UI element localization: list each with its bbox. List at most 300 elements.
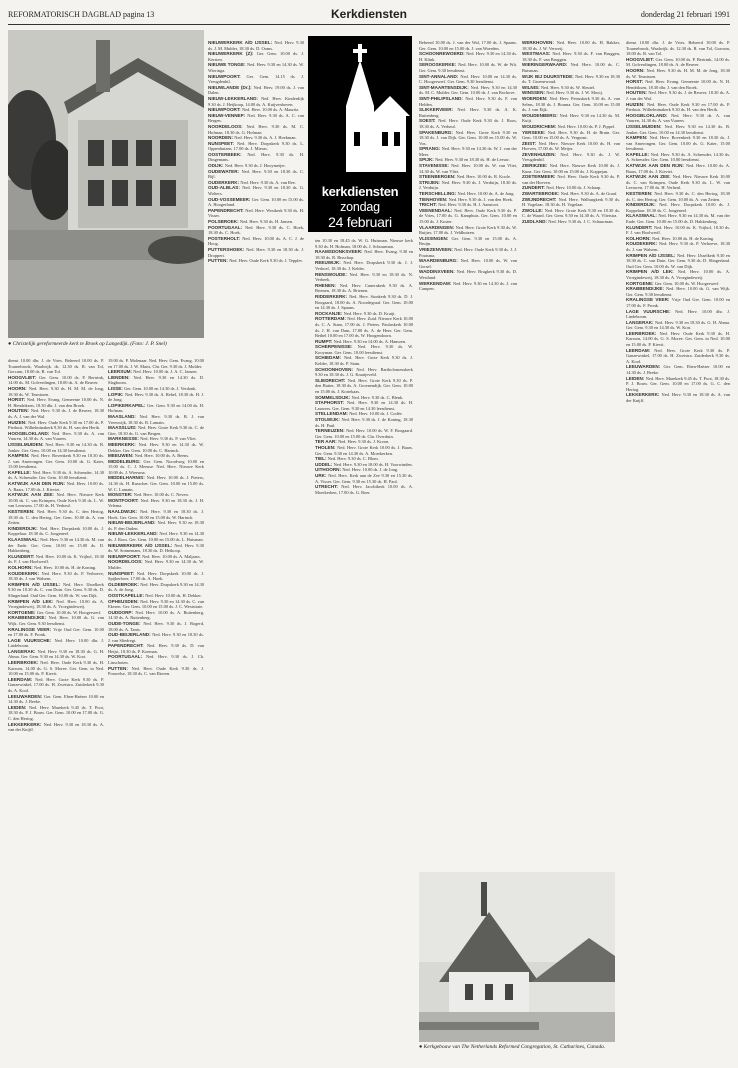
service-times: Ned. Herv. Dorpskerk 9.30 ds. L. Oppenhuizen, 17.00 ds. J. Mieras.	[208, 140, 304, 152]
service-times: Ned. Herv. Bovenkerk 9.30 en 18.30 ds. J. van Amerongen. Ger. Gem. 10.00 ds. G. Kater, 15.00 leesdienst.	[8, 453, 104, 470]
service-times: Ned. Herv. Oude Kerk 9.30 ds. P. van der Hoeven.	[522, 174, 620, 185]
issue-date: donderdag 21 februari 1991	[640, 10, 730, 19]
service-times: Ned. Herv. 10.00 ds. W. van Vliet, 14.30 ds. W. van Vliet.	[419, 163, 517, 174]
service-times: Ned. Herv. 9.30 ds. J. W. Vreugdenhil.	[522, 151, 620, 163]
service-times: Ned. Herv. Grote Kerk 10.00 ds. J. Baars. Ger. Gem. 9.30 en 14.30 ds. A. Moerkerken.	[315, 444, 413, 456]
photo-caption-broek: ● Christelijk gereformeerde kerk te Broek op Langedijk. (Foto: J. P. Snel)	[8, 341, 167, 347]
church-listing	[8, 420, 104, 431]
service-times: Ned. Herv. 9.30 en 14.30 ds. M. Kuijt.	[522, 112, 620, 124]
service-times: Ned. Herv. 10.00 ds. J. Codée.	[349, 411, 403, 417]
service-times: Ned. Herv. 9.30 en 14.30 ds. W. J. van der Meer.	[419, 146, 517, 157]
service-times: Ned. Herv. 9.30 ds. J. M. Mulder, 18.30 ds. D. Ooms.	[208, 40, 304, 51]
church-listing	[315, 378, 413, 395]
place-name: KRALINGSE VEER:	[8, 626, 54, 632]
service-times: dienst 10.00 dhr. J. de Vries. Beheerd 10.00 ds. P. Tournebrook, Waalwijk. ds. 12.30 ds. R. van Tol, Gorcum, 18.00 ds. R. van Tol.	[626, 40, 730, 57]
place-name: HOUTEN:	[8, 408, 31, 414]
place-name: VLISSINGEN:	[419, 235, 452, 241]
service-times: Ned. Herv. 9.30 en 18.30 ds. J. Droppert.	[208, 246, 304, 258]
church-listing	[626, 225, 730, 236]
place-name: KESTEREN:	[8, 509, 37, 515]
place-name: NUNSPEET:	[108, 570, 137, 576]
church-listing	[8, 537, 104, 554]
listing-column-3	[208, 40, 304, 1058]
service-times: Ned. Herv. Oude Kerk 9.30 ds. J. Roos, 18.30 ds. A. Verheul.	[419, 118, 517, 129]
service-times: Ned. Herv. Oude Kerk 9.30 ds. H. Karssen, 14.00 ds. G. S. Moree. Ger. Gem. in Ned. 10.00 en 15.00 ds. P. Kievit.	[626, 330, 730, 348]
place-name: KOLHORN:	[626, 235, 653, 241]
church-listing	[315, 445, 413, 456]
church-listing	[522, 141, 620, 152]
church-listing	[108, 498, 204, 509]
service-times: Ned. Herv. 9.30 en 14.30 ds. J. van Campen.	[419, 280, 517, 292]
church-listing	[626, 241, 730, 252]
church-listing	[626, 102, 730, 113]
place-name: YERSEKE:	[522, 129, 548, 135]
place-name: NIEUWPOORT:	[208, 107, 242, 113]
place-name: KLUNDERT:	[8, 553, 36, 559]
place-name: WERKHOVEN:	[522, 40, 557, 45]
service-times: Ned. Herv. 9.30 ds. A. van Ree.	[240, 179, 296, 185]
place-name: LEKKERKERK:	[626, 392, 662, 398]
service-times: Ned. Herv. 9.30 en 14.30 ds. M. C. Mulder. Ger. Gem. 10.00 ds. J. van Bochove.	[419, 84, 517, 96]
listing-column-1	[8, 358, 104, 1058]
place-name: HOORN:	[626, 67, 647, 73]
church-listing	[419, 118, 517, 129]
service-times: Ned. Herv. Bovenkerk 9.30 en 18.30 ds. J. van Amerongen. Ger. Gem. 10.00 ds. G. Kater, 15.00 leesdienst.	[626, 135, 730, 152]
place-name: KATWIJK AAN DEN RIJN:	[626, 163, 686, 169]
church-listing	[419, 85, 517, 96]
place-name: HOOGVLIET:	[8, 374, 40, 380]
place-name: NOORDELOOS:	[208, 123, 247, 129]
place-name: MIDDELBURG:	[108, 458, 144, 464]
place-name: WIJK BIJ DUURSTEDE:	[522, 73, 576, 79]
place-name: NOORDELOOS:	[108, 559, 145, 565]
church-listing	[419, 208, 517, 225]
church-listing	[626, 392, 730, 403]
place-name: KAPELLE:	[8, 469, 33, 475]
service-times: Ned. Herv. Evang. Gemeente 10.00 ds. N. H. Hendriksen, 18.30 dhr. J. van den Broek.	[8, 397, 104, 408]
place-name: OUDE-TONGE:	[108, 620, 144, 626]
place-name: WAARDENBURG:	[419, 258, 461, 264]
service-times: Ger. Gem. 14.15 ds. J. Vreugdenhil.	[208, 73, 304, 85]
service-times: Ned. Herv. 10.00 ds. H. de Koning.	[652, 235, 715, 241]
service-times: Ned. Herv. 9.30 ds. W. Sonnemans, 18.30 ds. D. Heikoop.	[108, 542, 204, 554]
place-name: PAPENDRECHT:	[108, 643, 147, 649]
place-name: REEUWIJK:	[315, 260, 344, 266]
service-times: Ned. Herv. 10.00 ds. A. Vroegindeweij, 18.30 ds. A. Vroegindeweij.	[8, 598, 104, 610]
church-listing	[208, 236, 304, 247]
service-times: Ned. Herv. Petruskerk 9.30 ds. A. van Selms, 18.30 ds. J. Bouma. Ger. Gem. 10.00 en 15.00 ds. J. van Eijk.	[522, 95, 620, 113]
place-name: ROTTERDAM:	[315, 316, 348, 322]
place-name: KORTGENE:	[626, 280, 655, 286]
place-name: NIEUWERKERK A/D IJSSEL:	[208, 40, 275, 45]
church-listing	[208, 124, 304, 135]
church-photo-st-catharines	[419, 872, 615, 1042]
service-times: Ned. Herv. 9.30 en 14.30 ds. M. van der Ende. Ger. Gem. 10.00 en 15.00 ds. D. Hakkenberg.	[8, 537, 104, 554]
church-listing	[108, 425, 204, 436]
service-times: Ned. Herv. 10.00 ds. G. van Wijk. Ger. Gem. 9.30 leesdienst.	[8, 615, 104, 626]
place-name: MARKNESSE:	[108, 436, 141, 442]
church-listing	[626, 68, 730, 79]
church-listing	[315, 260, 413, 271]
place-name: SINT-PHILIPSLAND:	[419, 95, 466, 101]
service-times: Ned. Herv. 10.00 ds. A. Baars, 17.00 ds. J. Kieviet.	[626, 163, 730, 174]
place-name: ZEVENHUIZEN:	[522, 151, 561, 157]
church-listing	[626, 57, 730, 68]
service-times: Ned. Herv. 10.00 en 14.30 ds. C. Hoogerwerf. Ger. Gem. 9.30 leesdienst.	[419, 73, 517, 85]
service-times: Ned. Herv. Oude Kerk 9.30 ds. J. J. Poutsma.	[419, 246, 517, 258]
service-times: Ger. Gem. 10.00 en 14.30 ds. J. Verdonk.	[124, 385, 197, 391]
place-name: ZIERIKZEE:	[522, 163, 550, 169]
place-name: NIEUWERKERK A/D IJSSEL:	[108, 542, 175, 548]
place-name: WERKENDAM:	[419, 280, 454, 286]
service-times: Ned. Herv. 9.30 en 14.30 ds. C. van Ekeren. Ger. Gem. 10.00 en 15.00 ds. J. C. Weststrate.	[108, 598, 204, 610]
place-name: VRIEZENVEEN:	[419, 246, 455, 252]
place-name: KINDERDIJK:	[626, 202, 660, 208]
church-listing	[419, 51, 517, 62]
place-name: WESTMAAS:	[522, 51, 553, 57]
place-name: MAASSLUIS:	[108, 425, 138, 431]
service-times: Ger. Gem. 10.00 ds. W. Hoogerwerf.	[36, 609, 102, 615]
place-name: LEIDEN:	[626, 375, 646, 381]
service-times: Ned. Herv. Dorpskerk 9.30 en 14.30 ds. A. de Jong.	[108, 581, 204, 593]
service-times: Ned. Herv. 9.30 ds. H. Dingemans.	[208, 151, 304, 163]
church-listing	[8, 397, 104, 408]
place-name: WINSSEN:	[522, 90, 547, 96]
service-times: Ned. Herv. Dorpskerk 10.00 ds. J. Spijkerboer, 17.00 ds. A. Hoek.	[108, 570, 204, 582]
place-name: HUIZEN:	[626, 101, 647, 107]
church-listing	[315, 428, 413, 439]
service-times: Ned. Herv. Oude Kerk 9.30 ds. J. Pouwelse, 18.30 ds. C. van Ekeren.	[108, 665, 204, 677]
church-listing	[626, 135, 730, 152]
place-name: TERSCHELLING:	[419, 191, 458, 197]
place-name: UDDEL:	[315, 461, 334, 467]
church-listing	[208, 40, 304, 51]
service-times: Ger. Gem. Eben-Haëzer 10.00 en 14.30 ds. J. Beeke.	[626, 364, 730, 376]
service-times: Ned. Herv. 9.30 en 14.30 ds. H. Lauwers. Ger. Gem. 9.30 en 14.30 leesdienst.	[315, 400, 413, 411]
place-name: LEERSUM:	[108, 369, 134, 375]
church-listing	[315, 272, 413, 283]
service-times: Ned. Herv. 9.30 ds. A. Schreuder, 14.30 ds. A. Schreuder. Ger. Gem. 10.00 leesdienst.	[8, 469, 104, 481]
place-name: PAPENDRECHT:	[208, 207, 246, 213]
place-name: LEERBROEK:	[8, 660, 41, 666]
service-times: Ned. Herv. 9.30 ds. H. M. M. de Jong, 18.30 ds. W. Teunissen.	[8, 385, 104, 397]
place-name: OUD-VOSSEMEER:	[208, 196, 252, 202]
place-name: WADDINXVEEN:	[419, 269, 457, 275]
place-name: OLDEBROEK:	[108, 581, 141, 587]
place-name: WIERINGERWAARD:	[522, 62, 571, 68]
church-listing	[108, 442, 204, 453]
place-name: IJSSELMUIDEN:	[8, 441, 46, 447]
place-name: HOOGBLOKLAND:	[8, 430, 52, 436]
church-listing	[8, 375, 104, 386]
place-name: KRIMPEN A/D IJSSEL:	[8, 581, 63, 587]
place-name: POORTUGAAL:	[108, 654, 147, 660]
newspaper-name: REFORMATORISCH DAGBLAD pagina 13	[8, 10, 155, 19]
place-name: SCHERPENISSE:	[315, 344, 358, 350]
place-name: LAGE VUURSCHE:	[8, 637, 55, 643]
place-name: RHENEN:	[315, 282, 340, 288]
service-times: Ned. Herv. 10.00 ds. A. C. J. de Hoog.	[208, 235, 304, 247]
church-listing	[108, 559, 204, 570]
service-times: Ned. Herv. Zuid. Nieuwe Kerk 10.00 ds. C. A. Stam, 17.00 ds. J. Pieters. Pauluskerk 10.00 ds. J. H. van Dam, 17.00 ds. A. de Heer. Ger. Gem. Bethel 10.00 en 17.00 ds. W. Hoogendoorn.	[315, 316, 413, 339]
service-times: Ned. Herv. Nieuwe Kerk 10.00 ds. J. Kunz. Ger. Gem. 10.00 en 15.00 ds. J. Koppejan.	[522, 163, 620, 174]
church-listing	[108, 610, 204, 621]
service-times: Ned. Herv. 10.00 ds. A. de Jong.	[457, 191, 515, 197]
church-listing	[315, 249, 413, 260]
service-times: Ned. Herv. 10.00 ds. H. Dekker.	[145, 592, 202, 598]
service-times: Beheerd 10.00 ds. J. van der Wal, 17.00 ds. J. Spaans. Ger. Gem. 10.00 en 15.00 ds. J. van Woerden.	[419, 40, 517, 51]
place-name: KATWIJK AAN ZEE:	[8, 492, 57, 498]
service-times: Ned. Herv. 9.30 ds. J. Kroon.	[338, 439, 390, 445]
service-times: Ned. Herv. 9.30 en 14.30 ds. J. Roos. Ger. Gem. 10.00 en 15.00 ds. L. Huisman.	[108, 531, 204, 542]
place-name: STAPHORST:	[315, 400, 348, 406]
place-name: OOSTERBEEK:	[208, 151, 248, 157]
place-name: NIEUW-BEIJERLAND:	[108, 520, 158, 526]
church-listing	[8, 526, 104, 537]
church-listing	[315, 400, 413, 411]
service-times: Ned. Herv. 10.00 ds. J. de Jong.	[342, 467, 399, 473]
church-listing	[8, 705, 104, 722]
church-listing	[8, 722, 104, 733]
place-name: HUIZEN:	[8, 419, 29, 425]
church-listing	[208, 247, 304, 258]
church-listing	[522, 130, 620, 141]
church-photo-broek	[8, 30, 204, 338]
service-times: Ned. Herv. 9.30 ds. J. C. Schuurman.	[548, 219, 614, 224]
place-name: KATWIJK AAN DEN RIJN:	[8, 481, 67, 487]
service-times: Ned. Herv. 9.30 ds. C. Blom.	[327, 456, 379, 462]
service-times: Ger. Gem. 9.30 en 15.00 ds. A. Bruijn.	[419, 235, 517, 247]
service-times: Ger. Gem. 10.00 en 15.00 ds. A. Hoogerland.	[208, 196, 304, 208]
service-times: Ned. Herv. Grote Kerk 9.30 ds. P. den Butter, 18.30 ds. A. Groenendijk. Ger. Gem. 10.00 en 15.00 ds. J. Kortekaas.	[315, 377, 413, 395]
place-name: NIEUW-LEKKERLAND:	[108, 531, 160, 537]
church-listing	[626, 376, 730, 393]
service-times: Ned. Herv. IJsselkerk 9.30 en 18.30 ds. C. van Duin. Ger. Gem. 9.30 ds. D. Slingerland. Oud Ger. Gem. 10.00 ds. W. van Dijk.	[8, 581, 104, 598]
church-listing	[208, 74, 304, 85]
church-listing	[8, 649, 104, 660]
service-times: Ned. Herv. Cunerakerk 9.30 ds. A. Brienen, 18.30 ds. A. Brienen.	[315, 282, 413, 294]
service-times: Ned. Herv. Bartholomeuskerk 9.30 en 18.30 ds. J. G. Kraaijeveld.	[315, 366, 413, 378]
place-name: KOLHORN:	[8, 564, 35, 570]
church-listing	[626, 79, 730, 90]
place-name: NIEUWPOORT:	[208, 73, 247, 79]
service-times: Ned. Herv. 9.30 ds. A. K. Ruitenberg.	[419, 107, 517, 118]
church-listing	[522, 208, 620, 219]
place-name: SPIJK:	[419, 157, 436, 163]
service-times: Ned. Herv. 10.00 ds. J. A. C. Jansen.	[133, 369, 198, 375]
place-name: HOUTEN:	[626, 90, 649, 96]
service-times: Ned. Herv. 9.30 ds. A. Rebel, 18.30 ds. H. J. de Jong.	[108, 391, 204, 403]
church-listing	[626, 90, 730, 101]
service-times: Ned. Herv. Nieuwe Kerk 10.00 ds. C. van Krimpen, Oude Kerk 9.30 ds. L. W. van Leeuwen, 17.00 ds. H. Verheul.	[626, 174, 730, 191]
church-listing	[522, 51, 620, 62]
church-listing	[626, 113, 730, 124]
church-listing	[419, 163, 517, 174]
church-listing	[108, 666, 204, 677]
service-times: Ned. Herv. 10.00 ds. W. F. Boogaard. Ger. Gem. 10.00 en 15.00 ds. Chr. Overduin.	[315, 428, 413, 439]
church-listing	[208, 141, 304, 152]
place-name: VEENENDAAL:	[419, 207, 455, 213]
place-name: LANGERAK:	[8, 648, 38, 654]
church-listing	[522, 62, 620, 73]
service-times: Ned. Herv. 9.30 en 14.30 ds. W. Mulder.	[108, 559, 204, 570]
service-times: Ned. Herv. 9.30 ds. H. de Bruin. Ger. Gem. 10.00 en 15.00 ds. A. Vergunst.	[522, 129, 620, 141]
church-listing	[419, 269, 517, 280]
service-times: Ned. Herv. 10.00 ds. W. de Wit. Ger. Gem. 9.30 leesdienst.	[419, 62, 517, 73]
place-name: SOMMELSDIJK:	[315, 394, 352, 400]
service-times: Ger. Gem. Eben-Haëzer 10.00 en 14.30 ds. J. Beeke.	[8, 693, 104, 705]
place-name: KOUDEKERK:	[8, 570, 42, 576]
service-times: Ned. Herv. Nieuwe Kerk 10.00 ds. C. van Krimpen, Oude Kerk 9.30 ds. L. W. van Leeuwen, 17.00 ds. H. Verheul.	[8, 492, 104, 509]
place-name: LEIDEN:	[8, 704, 30, 710]
service-times: Ned. Herv. 9.30 ds. C. den Hertog, 18.30 ds. C. den Hertog. Ger. Gem. 10.00 ds. A. van Zetten.	[8, 509, 104, 526]
place-name: LEEUWARDEN:	[8, 693, 44, 699]
church-listing	[208, 169, 304, 180]
church-listing	[108, 643, 204, 654]
church-listing	[626, 297, 730, 308]
place-name: MIDDELHARNIS:	[108, 475, 147, 481]
place-name: KRIMPEN A/D IJSSEL:	[626, 252, 678, 258]
church-listing	[108, 414, 204, 425]
church-listing	[626, 309, 730, 320]
place-name: RENSWOUDE:	[315, 271, 350, 277]
place-name: WOUDENBERG:	[522, 112, 560, 118]
church-listing	[108, 599, 204, 610]
church-listing	[522, 113, 620, 124]
church-listing	[315, 367, 413, 378]
place-name: UTRECHT:	[315, 484, 342, 490]
service-times: Ned. Herv. Jacobikerk 10.00 ds. A. Moerkerken, 17.00 ds. G. Boer.	[315, 484, 413, 495]
place-name: KATWIJK AAN ZEE:	[626, 174, 673, 180]
place-name: STEENBERGEN:	[419, 174, 457, 180]
church-building-image-2	[419, 872, 615, 1042]
church-listing	[419, 225, 517, 236]
service-times: Vrije Oud Ger. Gem. 10.00 en 17.00 ds. F. Pronk.	[626, 297, 730, 308]
place-name: LEERDAM:	[8, 676, 36, 682]
place-name: TIEL:	[315, 456, 328, 462]
church-listing	[419, 62, 517, 73]
service-times: Ned. Herv. 9.30 en 14.30 ds. H. Klink.	[419, 51, 517, 62]
church-listing	[626, 163, 730, 174]
church-listing	[208, 258, 304, 264]
service-times: Ned. Herv. 10.00 ds. K. Vrijhof, 18.30 ds. F. J. van Hoolwerff.	[626, 224, 730, 236]
church-listing	[108, 654, 204, 665]
place-name: OUD-BEIJERLAND:	[108, 632, 153, 638]
service-times: Ned. Herv. 9.30 ds. H. M. M. de Jong, 18.30 ds. W. Teunissen.	[626, 67, 730, 79]
church-listing	[522, 152, 620, 163]
service-times: Ned. Herv. Brugkerk 9.30 ds. D. Westland.	[419, 269, 517, 280]
service-times: Ger. Gem. 10.00 ds. W. Hoogerwerf.	[654, 280, 720, 286]
service-times: Ned. Herv. 10.00 ds. J. Pieters, 14.30 ds. H. Russcher. Ger. Gem. 10.00 en 15.00 ds. W. C. Lamain.	[108, 475, 204, 492]
church-listing	[626, 174, 730, 191]
place-name: KRABBENDIJKE:	[8, 615, 49, 621]
church-listing	[419, 247, 517, 258]
place-name: STRIJEN:	[419, 179, 442, 185]
church-listing	[108, 520, 204, 531]
service-times: Ned. Herv. 9.30 ds. M. C. Hofman, 18.30 ds. G. Hofman.	[208, 123, 304, 135]
place-name: ZUNDERT:	[522, 185, 547, 191]
place-name: OOSTKAPELLE:	[108, 592, 146, 598]
church-listing	[108, 459, 204, 476]
service-times: Ger. Gem. Noordweg 10.00 en 15.00 ds. C. J. Meeuse. Ned. Herv. Nieuwe Kerk 10.00 ds. J. Wiersma.	[108, 458, 204, 475]
church-listing	[108, 632, 204, 643]
church-listing	[626, 331, 730, 348]
place-name: SLIKKERVEER:	[419, 107, 458, 113]
place-name: NIEUWERKERK (Z):	[208, 51, 257, 57]
service-times: Ned. Herv. Grote Kerk 9.30 en 18.30 ds. J. van Dijk. Ger. Gem. 10.00 en 15.00 ds. W. Vos.	[419, 129, 517, 146]
place-name: LEERDAM:	[626, 347, 655, 353]
place-name: HOOGBLOKLAND:	[626, 112, 672, 118]
service-times: Ned. Herv. 9.30 ds. P. van Vliet.	[140, 436, 197, 442]
service-times: Ned. Herv. 9.30 en 18.30 ds. G. Wolters.	[208, 185, 304, 197]
service-times: Ned. Herv. 10.00 dhr. J. Lindeboom.	[626, 308, 730, 320]
place-name: LANGERAK:	[626, 319, 656, 325]
service-times: Ned. Herv. 9.30 en 18.30 ds. P. den Ouden.	[108, 520, 204, 531]
place-name: KAPELLE:	[626, 151, 651, 157]
church-listing	[315, 355, 413, 366]
service-times: Ger. Gem. 9.30 en 14.00 ds. H. Hofman.	[108, 402, 204, 414]
place-name: TIENHOVEN:	[419, 196, 449, 202]
service-times: Ned. Herv. 9.30 en 14.00 ds. A. Hamoen.	[333, 338, 407, 344]
service-times: Ned. Herv. 9.30 ds. C. Hoek, 18.30 ds. C. Hoek.	[208, 224, 304, 236]
church-listing	[626, 202, 730, 213]
place-name: KLAASWAAL:	[8, 537, 41, 542]
place-name: SCHOONREWOERD:	[419, 51, 467, 57]
church-listing	[419, 281, 517, 292]
place-name: RIDDERKERK:	[315, 293, 350, 299]
service-times: Ned. Herv. Grote Kerk 9.30 ds. P. Ganzewinkel, 17.00 ds. H. Zweistra. Zuiderkerk 9.30 ds. A. Kool.	[626, 347, 730, 364]
place-name: KRIMPEN A/D LEK:	[8, 598, 57, 604]
service-times: Ned. Herv. Oude Kerk 9.30 en 17.00 ds. P. Pierhuis. Wilhelminakerk 9.30 ds. H. van den Herik.	[8, 419, 104, 431]
service-times: Ned. Herv. 9.30 en 18.30 ds. J. H. Velema.	[108, 497, 204, 509]
service-times: Ned. Herv. 19.00 ds. J. van Dalen.	[208, 84, 304, 96]
section-title: Kerkdiensten	[330, 7, 408, 21]
church-listing	[208, 51, 304, 62]
church-listing	[626, 286, 730, 297]
service-times: Ned. Herv. Evang. Gemeente 10.00 ds. N. H. Hendriksen, 18.30 dhr. J. van den Broek.	[626, 79, 730, 90]
service-times: Ned. Herv. Oude Kerk 9.30 ds. P. de Vries, 17.00 ds. G. Kamphuis. Ger. Gem. 10.00 en 15.00 ds. J. Koster.	[419, 207, 517, 224]
place-name: OUD-ALBLAS:	[208, 185, 243, 191]
place-name: NIEUW-LEKKERLAND:	[208, 95, 262, 101]
church-listing	[8, 554, 104, 565]
church-listing	[8, 571, 104, 582]
church-listing	[108, 571, 204, 582]
place-name: LISSE:	[108, 385, 125, 391]
place-name: LOPIKERKAPEL:	[108, 402, 148, 408]
place-name: UITHOORN:	[315, 467, 343, 473]
place-name: WILNIS:	[522, 84, 541, 90]
service-times: Ger. Gem. 10.00 ds. J. Kersten.	[208, 51, 304, 62]
service-times: 19.00 ds. P. Molenaar. Ned. Herv. Gem. Evang. 10.00 en 17.00 ds. J. W. Maris. Chr. Ger. 9.30 ds. J. Mulder.	[108, 358, 204, 369]
church-listing	[8, 453, 104, 470]
church-listing	[8, 677, 104, 694]
place-name: VLAARDINGEN:	[419, 224, 456, 230]
place-name: SPRANG:	[419, 146, 442, 152]
place-name: STELLENDAM:	[315, 411, 350, 417]
church-listing	[626, 152, 730, 163]
service-times: Ned. Herv. 9.30 ds. C. den Hertog, 18.30 ds. C. den Hertog. Ger. Gem. 10.00 ds. A. van Zetten.	[626, 191, 730, 202]
church-listing	[8, 431, 104, 442]
place-name: KRALINGSE VEER:	[626, 297, 672, 303]
church-listing	[8, 386, 104, 397]
service-times: Ned. Herv. Sionkerk 9.30 ds. D. J. Boogaard, 18.00 ds. A. Noordegraaf. Ger. Gem. 10.00 en 14.30 ds. J. Spaans.	[315, 293, 413, 311]
church-listing	[108, 475, 204, 492]
place-name: POLSBROEK:	[208, 219, 240, 224]
place-name: OUDEWATER:	[208, 168, 242, 174]
church-listing	[108, 392, 204, 403]
church-listing	[626, 40, 730, 57]
church-listing	[522, 74, 620, 85]
